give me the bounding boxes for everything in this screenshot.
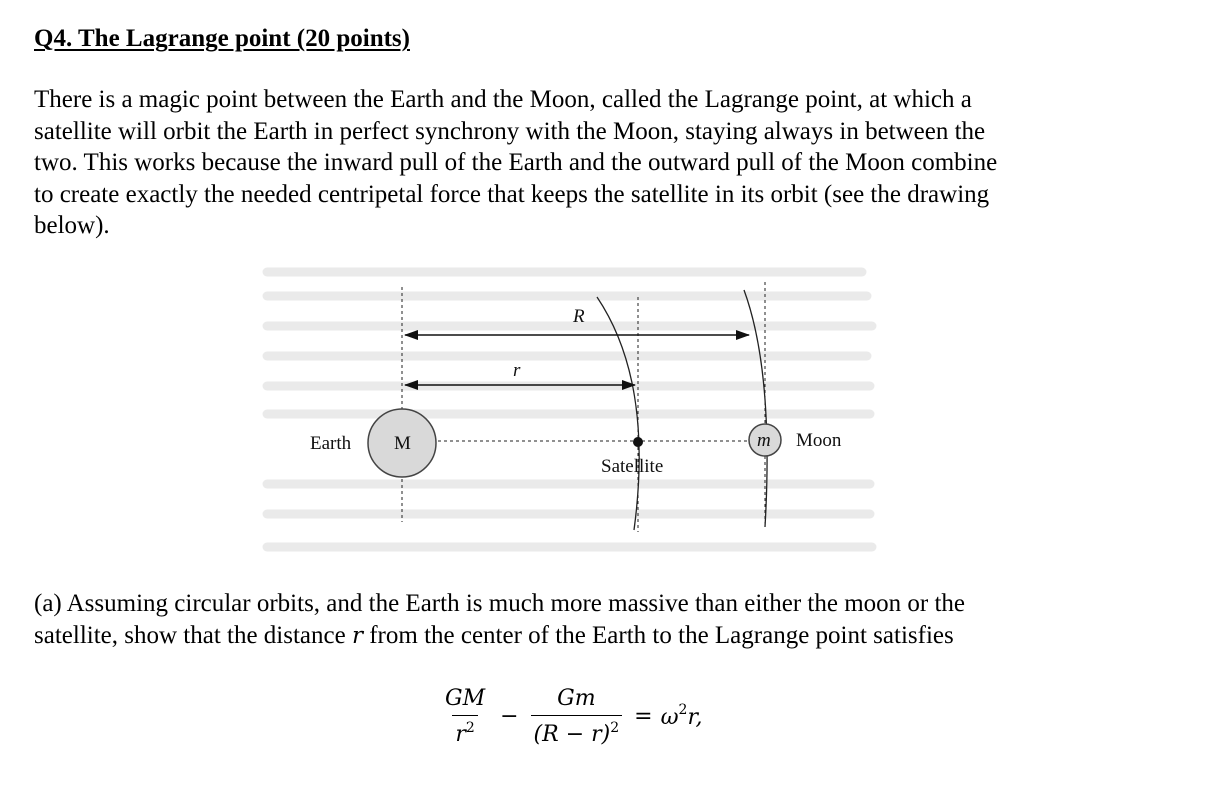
distance-R-label: R [573,306,585,327]
moon-gravity-term [531,686,623,747]
intro-line: to create exactly the needed centripetal force that keeps the satellite in its orbit (see the drawing [34,180,990,208]
minus-sign: − [500,703,519,729]
moon-mass-symbol: m [757,430,771,451]
background-texture [267,272,872,547]
earth-mass-symbol: M [394,433,411,454]
intro-line: below). [34,212,110,239]
term2-denominator: $(R - r)^2$ [531,715,623,747]
variable-r: r [351,623,363,649]
part-a-line-end: from the center of the Earth to the Lagrange point satisfies [362,622,954,649]
earth-gravity-term [442,686,488,747]
distance-r-label: r [513,360,521,381]
term1-denominator: $r^2$ [452,715,477,747]
part-a-line: (a) Assuming circular orbits, and the Earth is much more massive than either the moon or the [34,590,966,617]
lagrange-equation [438,676,703,756]
term1-numerator: GM [445,685,486,711]
part-a-line-start: satellite, show that the distance [34,622,352,649]
lagrange-diagram [262,262,882,562]
intro-line: two. This works because the inward pull of the Earth and the outward pull of the Moon combine [34,149,998,176]
moon-label: Moon [796,430,842,451]
part-a-text [34,588,1184,652]
earth-label: Earth [310,433,352,454]
satellite-label: Satellite [601,456,664,477]
term2-numerator: Gm [557,685,596,711]
satellite-dot [633,437,643,447]
intro-paragraph [34,84,1184,242]
intro-line: There is a magic point between the Earth and the Moon, called the Lagrange point, at which a [34,86,972,113]
question-title: Q4. The Lagrange point (20 points) [34,25,410,52]
equals-sign: = [634,703,653,729]
part-a-line [34,620,1184,652]
intro-line: satellite will orbit the Earth in perfect synchrony with the Moon, staying always in between the [34,117,986,145]
centripetal-term: $\omega^2r$, [660,702,703,730]
